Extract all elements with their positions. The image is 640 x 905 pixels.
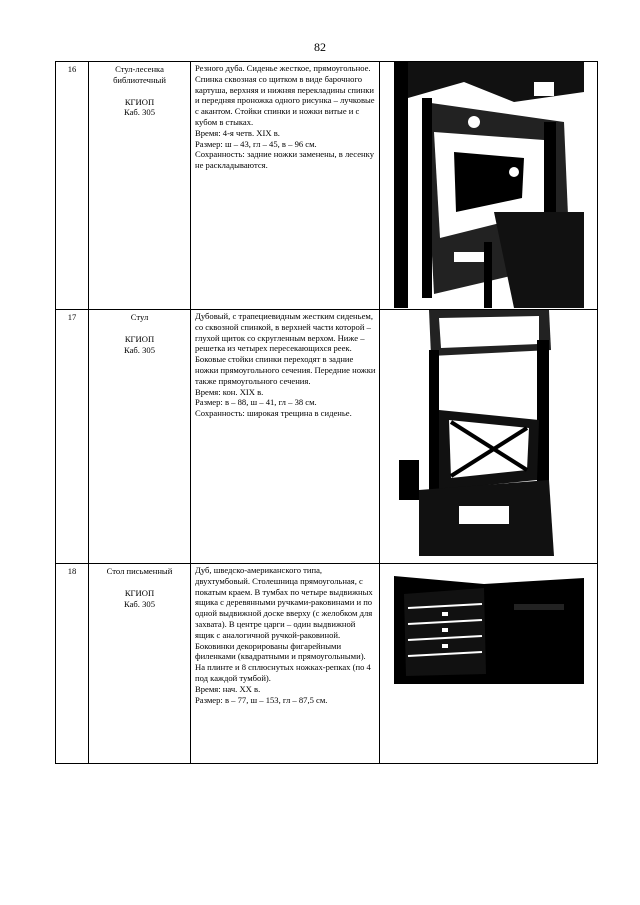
description-condition: Сохранность: задние ножки заменены, в лесенку не раскладываются. — [195, 149, 374, 171]
item-number: 18 — [56, 564, 89, 764]
description-time: Время: нач. XX в. — [195, 683, 261, 694]
item-description — [191, 564, 380, 764]
item-owner: КГИОП — [124, 333, 155, 344]
item-owner: КГИОП — [124, 587, 155, 598]
description-text: Дуб, шведско-американского типа, двухтумбовый. Столешница прямоугольная, с покатым краем. В тумбах по четыре выдвижных ящика с деревянными ручками-раковинами и по одной выдвижной доске вверху (с желобком для захвата). В центре царги – один выдвижной ящик с аналогичной ручкой-раковиной. Боковинки декорированы фигарейными филенками (квадратными и прямоугольными). На плинте и 8 сплюснутых ножках-репках (по 4 под каждой тумбой). — [195, 565, 373, 683]
table-row — [56, 62, 598, 310]
item-name-cell — [89, 62, 191, 310]
description-time: Время: кон. XIX в. — [195, 386, 264, 397]
item-room: Каб. 305 — [124, 344, 155, 355]
item-number: 17 — [56, 310, 89, 564]
item-name-cell — [89, 310, 191, 564]
writing-desk-photo — [394, 564, 584, 684]
item-number: 16 — [56, 62, 89, 310]
table-row — [56, 310, 598, 564]
item-name: Стул-лесенка библиотечный — [113, 64, 166, 85]
description-size: Размер: ш – 43, гл – 45, в – 96 см. — [195, 138, 317, 149]
description-time: Время: 4-я четв. XIX в. — [195, 127, 280, 138]
item-description — [191, 62, 380, 310]
page-number: 82 — [314, 40, 326, 54]
description-size: Размер: в – 88, ш – 41, гл – 38 см. — [195, 397, 317, 408]
catalog-table — [55, 61, 598, 764]
item-owner: КГИОП — [124, 96, 155, 107]
chair-ladder-photo — [394, 62, 584, 308]
description-condition: Сохранность: широкая трещина в сиденье. — [195, 408, 352, 419]
chair-photo — [399, 310, 579, 556]
item-room: Каб. 305 — [124, 598, 155, 609]
item-room: Каб. 305 — [124, 107, 155, 118]
item-name: Стул — [130, 312, 149, 322]
description-text: Резного дуба. Сиденье жесткое, прямоугольное. Спинка сквозная со щитком в виде барочного картуша, верхняя и нижняя перекладины спинки и передняя проножка одного рисунка – лучковые с акантом. Стойки спинки и ножки витые и с кубом в стыках. — [195, 63, 375, 127]
item-photo-cell — [380, 62, 598, 310]
item-description — [191, 310, 380, 564]
description-size: Размер: в – 77, ш – 153, гл – 87,5 см. — [195, 694, 328, 705]
description-text: Дубовый, с трапециевидным жестким сиденьем, со сквозной спинкой, в верхней части которой – глухой щиток со скругленным верхом. Ниже – решетка из четырех пересекающихся реек. Боковые стойки спинки переходят в задние ножки прямоугольного сечения. Передние ножки также прямоугольного сечения. — [195, 311, 376, 386]
table-row — [56, 564, 598, 764]
item-name-cell — [89, 564, 191, 764]
item-photo-cell — [380, 310, 598, 564]
item-name: Стол письменный — [106, 566, 173, 576]
item-photo-cell — [380, 564, 598, 764]
